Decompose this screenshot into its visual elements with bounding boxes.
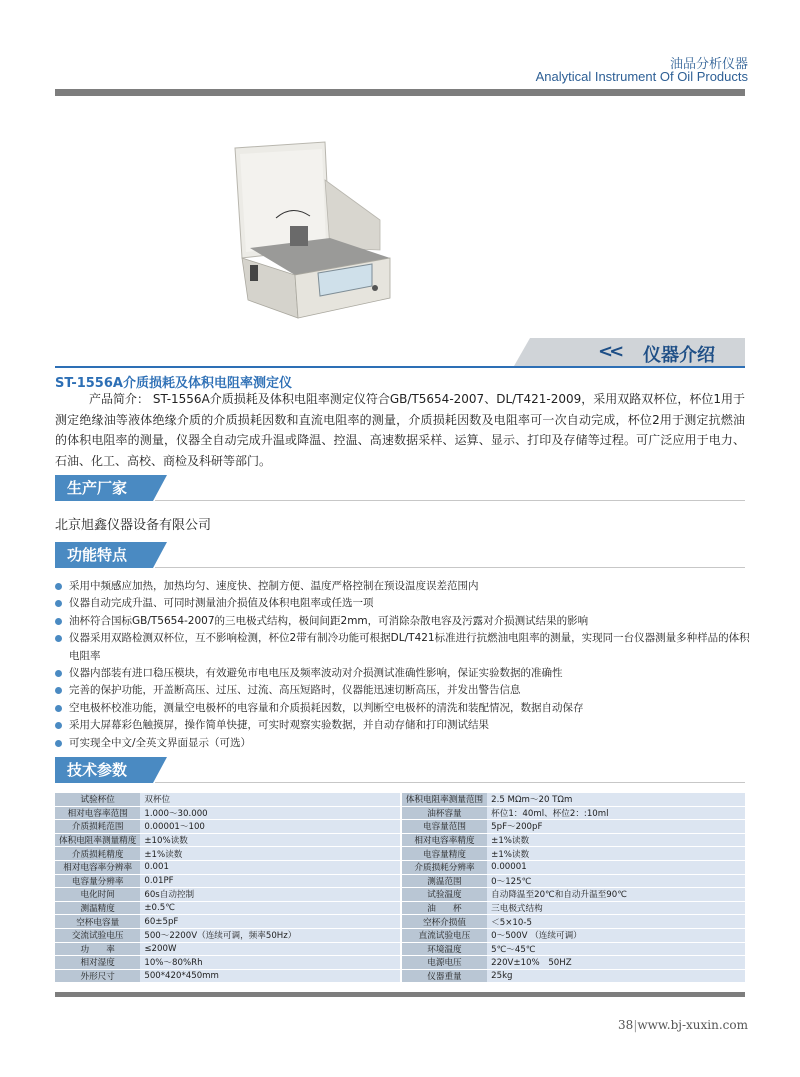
spec-value-cell: 0.01PF	[140, 874, 400, 888]
spec-value-cell: 0～125℃	[487, 874, 745, 888]
bullet-icon	[55, 618, 62, 625]
table-row	[55, 860, 745, 874]
double-chevron-left-icon: <<	[598, 341, 621, 362]
table-row	[55, 874, 745, 888]
spec-key-cell: 试验杯位	[55, 793, 140, 806]
spec-key-cell: 相对电容率精度	[401, 833, 487, 847]
feature-list	[55, 578, 750, 752]
spec-value-cell: 10%～80%Rh	[140, 956, 400, 970]
spec-value-cell: 0.00001～100	[140, 820, 400, 834]
bullet-icon	[55, 740, 62, 747]
list-item: 采用中频感应加热，加热均匀、速度快、控制方便、温度严格控制在预设温度误差范围内	[55, 578, 750, 595]
header-divider	[55, 89, 745, 96]
maker-name: 北京旭鑫仪器设备有限公司	[55, 518, 212, 533]
table-row	[55, 833, 745, 847]
website-link[interactable]: www.bj-xuxin.com	[637, 1018, 748, 1032]
spec-value-cell: 60±5pF	[140, 915, 400, 929]
spec-value-cell: 0.00001	[487, 860, 745, 874]
section-divider	[155, 782, 745, 783]
section-divider	[155, 500, 745, 501]
spec-key-cell: 空杯电容量	[55, 915, 140, 929]
spec-value-cell: ±10%读数	[140, 833, 400, 847]
spec-value-cell: 500*420*450mm	[140, 969, 400, 983]
spec-value-cell: 25kg	[487, 969, 745, 983]
spec-value-cell: ±0.5℃	[140, 901, 400, 915]
spec-value-cell: 500～2200V（连续可调，频率50Hz）	[140, 928, 400, 942]
spec-value-cell: 自动降温至20℃和自动升温至90℃	[487, 888, 745, 902]
spec-value-cell: 5pF～200pF	[487, 820, 745, 834]
bullet-icon	[55, 670, 62, 677]
bullet-icon	[55, 635, 62, 642]
spec-key-cell: 体积电阻率测量范围	[401, 793, 487, 806]
spec-key-cell: 电容量分辨率	[55, 874, 140, 888]
section-title-features: 功能特点	[67, 546, 128, 564]
spec-key-cell: 交流试验电压	[55, 928, 140, 942]
table-row	[55, 956, 745, 970]
spec-value-cell: 1.000～30.000	[140, 806, 400, 820]
spec-key-cell: 相对湿度	[55, 956, 140, 970]
footer-divider	[55, 992, 745, 997]
table-row	[55, 806, 745, 820]
table-row	[55, 847, 745, 861]
spec-key-cell: 体积电阻率测量精度	[55, 833, 140, 847]
list-item: 可实现全中文/全英文界面显示（可选）	[55, 735, 750, 752]
spec-key-cell: 电源电压	[401, 956, 487, 970]
spec-value-cell: 杯位1：40ml、杯位2：:10ml	[487, 806, 745, 820]
section-tag-maker	[55, 475, 153, 501]
spec-key-cell: 相对电容率范围	[55, 806, 140, 820]
spec-key-cell: 功 率	[55, 942, 140, 956]
spec-key-cell: 电容量范围	[401, 820, 487, 834]
section-tag-features	[55, 542, 153, 568]
bullet-icon	[55, 722, 62, 729]
table-row	[55, 888, 745, 902]
intro-banner	[530, 338, 745, 366]
product-intro: 产品简介： ST-1556A介质损耗及体积电阻率测定仪符合GB/T5654-2007、DL/T421-2009，采用双路双杯位，杯位1用于测定绝缘油等液体绝缘介质的介质损耗因数和直流电阻率的测量，介质损耗因数及电阻率可一次自动完成，杯位2用于测定抗燃油的体积电阻率的测量，仪器全自动完成升温或降温、控温、高速数据采样、运算、显示、打印及存储等过程。可广泛应用于电力、石油、化工、高校、商检及科研等部门。	[55, 392, 745, 468]
spec-key-cell: 电容量精度	[401, 847, 487, 861]
spec-key-cell: 外形尺寸	[55, 969, 140, 983]
bullet-icon	[55, 687, 62, 694]
section-title-specs: 技术参数	[67, 761, 128, 779]
section-title-maker: 生产厂家	[67, 479, 128, 497]
spec-key-cell: 仪器重量	[401, 969, 487, 983]
spec-key-cell: 油 杯	[401, 901, 487, 915]
spec-key-cell: 介质损耗范围	[55, 820, 140, 834]
spec-key-cell: 介质损耗分辨率	[401, 860, 487, 874]
spec-key-cell: 介质损耗精度	[55, 847, 140, 861]
spec-key-cell: 直流试验电压	[401, 928, 487, 942]
list-item: 仪器自动完成升温、可同时测量油介损值及体积电阻率或任选一项	[55, 595, 750, 612]
table-row	[55, 942, 745, 956]
spec-value-cell: 0.001	[140, 860, 400, 874]
spec-value-cell: ±1%读数	[140, 847, 400, 861]
spec-key-cell: 电化时间	[55, 888, 140, 902]
intro-banner-label: 仪器介绍	[643, 345, 715, 366]
table-row	[55, 820, 745, 834]
intro-divider	[55, 366, 745, 368]
table-row	[55, 928, 745, 942]
bullet-icon	[55, 583, 62, 590]
spec-key-cell: 测温范围	[401, 874, 487, 888]
spec-value-cell: 2.5 MΩm～20 TΩm	[487, 793, 745, 806]
table-row	[55, 915, 745, 929]
page-number: 38	[618, 1018, 634, 1032]
spec-value-cell: ±1%读数	[487, 847, 745, 861]
table-row	[55, 793, 745, 806]
section-divider	[155, 567, 745, 568]
spec-value-cell: 5℃～45℃	[487, 942, 745, 956]
spec-value-cell: 双杯位	[140, 793, 400, 806]
bullet-icon	[55, 705, 62, 712]
product-image	[230, 140, 400, 320]
spec-value-cell: 60s自动控制	[140, 888, 400, 902]
bullet-icon	[55, 600, 62, 607]
spec-key-cell: 油杯容量	[401, 806, 487, 820]
header-title-en: Analytical Instrument Of Oil Products	[535, 69, 748, 84]
spec-value-cell: 三电极式结构	[487, 901, 745, 915]
spec-value-cell: ＜5×10-5	[487, 915, 745, 929]
spec-key-cell: 相对电容率分辨率	[55, 860, 140, 874]
spec-key-cell: 空杯介损值	[401, 915, 487, 929]
header-title-cn: 油品分析仪器	[669, 57, 748, 72]
section-tag-specs	[55, 757, 153, 783]
spec-key-cell: 试验温度	[401, 888, 487, 902]
spec-value-cell: 220V±10% 50HZ	[487, 956, 745, 970]
table-row	[55, 901, 745, 915]
product-title: ST-1556A介质损耗及体积电阻率测定仪	[55, 376, 292, 391]
spec-key-cell: 环境温度	[401, 942, 487, 956]
spec-value-cell: 0～500V （连续可调）	[487, 928, 745, 942]
spec-value-cell: ≤200W	[140, 942, 400, 956]
list-item: 采用大屏幕彩色触摸屏，操作简单快捷，可实时观察实验数据，并自动存储和打印测试结果	[55, 717, 750, 734]
list-item: 仪器内部装有进口稳压模块，有效避免市电电压及频率波动对介损测试准确性影响，保证实验数据的准确性	[55, 665, 750, 682]
page-footer	[618, 1018, 748, 1032]
table-row	[55, 969, 745, 983]
spec-key-cell: 测温精度	[55, 901, 140, 915]
spec-table	[55, 793, 745, 983]
list-item: 完善的保护功能，开盖断高压、过压、过流、高压短路时，仪器能迅速切断高压，并发出警告信息	[55, 682, 750, 699]
list-item: 空电极杯校准功能，测量空电极杯的电容量和介质损耗因数，以判断空电极杯的清洗和装配情况，数据自动保存	[55, 700, 750, 717]
list-item: 仪器采用双路检测双杯位，互不影响检测，杯位2带有制冷功能可根据DL/T421标准进行抗燃油电阻率的测量，实现同一台仪器测量多种样品的体积电阻率	[55, 630, 750, 665]
spec-value-cell: ±1%读数	[487, 833, 745, 847]
list-item: 油杯符合国标GB/T5654-2007的三电极式结构，极间间距2mm，可消除杂散电容及污露对介损测试结果的影响	[55, 613, 750, 630]
footer-separator: |	[633, 1018, 638, 1032]
